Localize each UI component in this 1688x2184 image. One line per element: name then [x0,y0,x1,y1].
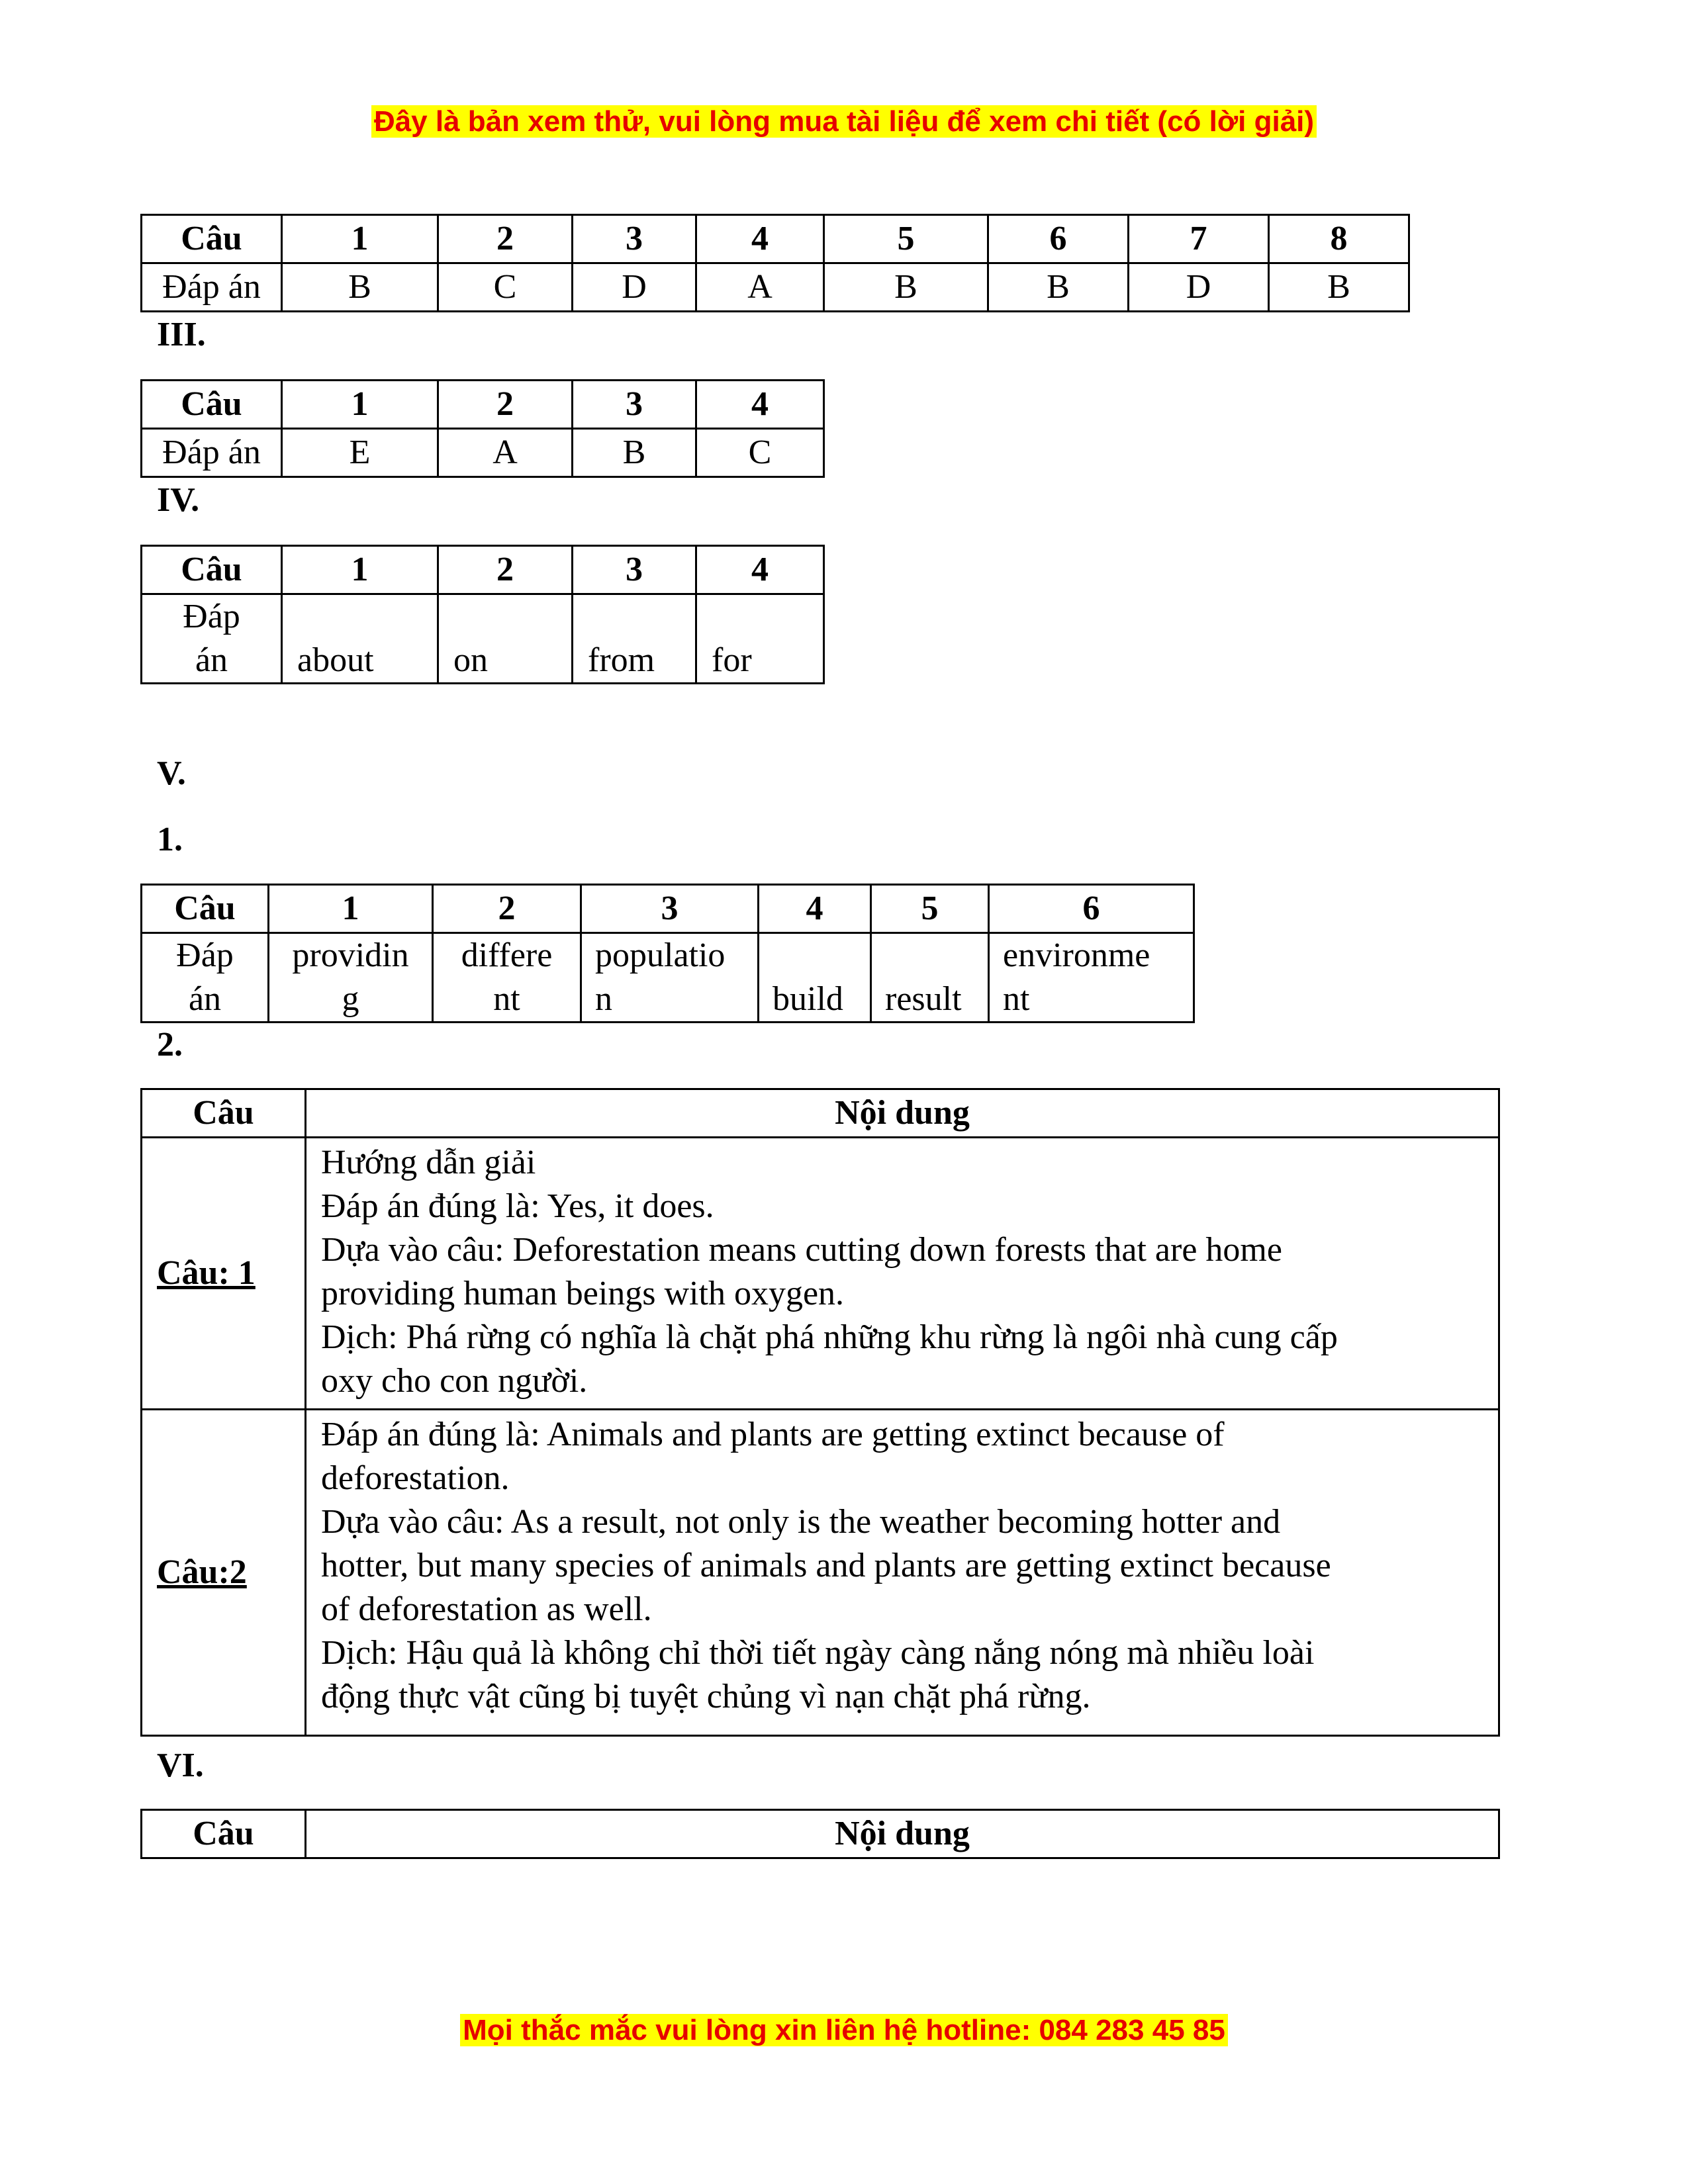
question-number: 1 [282,546,438,594]
explanation-table [140,1088,1500,1737]
section-heading-vi: VI. [157,1747,204,1784]
explanation-line: Đáp án đúng là: Animals and plants are getting extinct because of [321,1416,1225,1453]
question-label: Câu:2 [142,1410,306,1736]
explanation-line: of deforestation as well. [321,1590,652,1628]
section-heading-v: V. [157,754,186,792]
question-number: 3 [581,885,759,933]
answer-table-4 [140,884,1195,1023]
preview-notice: Đây là bản xem thử, vui lòng mua tài liệu để xem chi tiết (có lời giải) [0,103,1688,140]
answer-table-3 [140,545,825,684]
question-number: 3 [573,381,696,429]
question-number: 6 [988,215,1129,263]
part-heading-2: 2. [157,1026,183,1064]
answer-cell: A [696,263,824,312]
hotline-notice: Mọi thắc mắc vui lòng xin liên hệ hotline: 084 283 45 85 [0,2012,1688,2049]
answer-cell: B [988,263,1129,312]
answer-cell: A [438,429,573,477]
answer-table-1 [140,214,1410,312]
explanation-line: oxy cho con người. [321,1362,588,1400]
explanation-line: Dựa vào câu: Deforestation means cutting down forests that are home [321,1231,1282,1269]
header-content: Nội dung [306,1089,1499,1138]
question-number: 2 [438,381,573,429]
explanation-line: Hướng dẫn giải [321,1144,536,1181]
header-question: Câu [142,546,282,594]
answer-table-2 [140,379,825,478]
question-number: 1 [269,885,433,933]
explanation-line: hotter, but many species of animals and plants are getting extinct because [321,1547,1331,1584]
question-number: 5 [824,215,988,263]
explanation-line: Dựa vào câu: As a result, not only is the weather becoming hotter and [321,1503,1281,1541]
answer-cell: result [871,933,989,1023]
explanation-table-vi [140,1809,1500,1859]
answer-cell: providin g [269,933,433,1023]
header-answer: Đáp án [142,429,282,477]
question-number: 1 [282,381,438,429]
header-answer: Đáp án [142,933,269,1023]
explanation-line: Đáp án đúng là: Yes, it does. [321,1187,714,1225]
answer-cell: B [1269,263,1409,312]
part-heading-1: 1. [157,821,183,858]
header-answer: Đáp án [142,263,282,312]
header-question: Câu [142,381,282,429]
question-number: 2 [438,215,573,263]
question-number: 4 [759,885,871,933]
question-label: Câu: 1 [142,1138,306,1410]
answer-cell: C [438,263,573,312]
answer-cell: D [573,263,696,312]
answer-cell: build [759,933,871,1023]
answer-cell: D [1129,263,1269,312]
question-number: 4 [696,381,824,429]
explanation-line: Dịch: Hậu quả là không chỉ thời tiết ngày càng nắng nóng mà nhiều loài [321,1634,1315,1672]
question-number: 6 [989,885,1194,933]
header-question: Câu [142,1810,306,1858]
header-content: Nội dung [306,1810,1499,1858]
explanation-cell [306,1410,1499,1736]
question-number: 2 [438,546,573,594]
answer-cell: environme nt [989,933,1194,1023]
answer-cell: for [696,594,824,684]
header-question: Câu [142,1089,306,1138]
explanation-line: động thực vật cũng bị tuyệt chủng vì nạn chặt phá rừng. [321,1678,1091,1715]
question-number: 7 [1129,215,1269,263]
header-question: Câu [142,885,269,933]
answer-cell: B [282,263,438,312]
section-heading-iv: IV. [157,481,200,519]
question-number: 8 [1269,215,1409,263]
answer-cell: E [282,429,438,477]
question-number: 4 [696,215,824,263]
question-number: 4 [696,546,824,594]
explanation-cell [306,1138,1499,1410]
question-number: 1 [282,215,438,263]
explanation-line: Dịch: Phá rừng có nghĩa là chặt phá những khu rừng là ngôi nhà cung cấp [321,1318,1338,1356]
answer-cell: differe nt [433,933,581,1023]
answer-cell: on [438,594,573,684]
answer-cell: populatio n [581,933,759,1023]
answer-cell: B [573,429,696,477]
question-number: 3 [573,215,696,263]
header-question: Câu [142,215,282,263]
answer-cell: from [573,594,696,684]
answer-cell: B [824,263,988,312]
explanation-line: deforestation. [321,1459,510,1497]
answer-cell: about [282,594,438,684]
header-answer: Đáp án [142,594,282,684]
explanation-line: providing human beings with oxygen. [321,1275,845,1312]
section-heading-iii: III. [157,316,206,353]
question-number: 2 [433,885,581,933]
answer-cell: C [696,429,824,477]
question-number: 3 [573,546,696,594]
question-number: 5 [871,885,989,933]
